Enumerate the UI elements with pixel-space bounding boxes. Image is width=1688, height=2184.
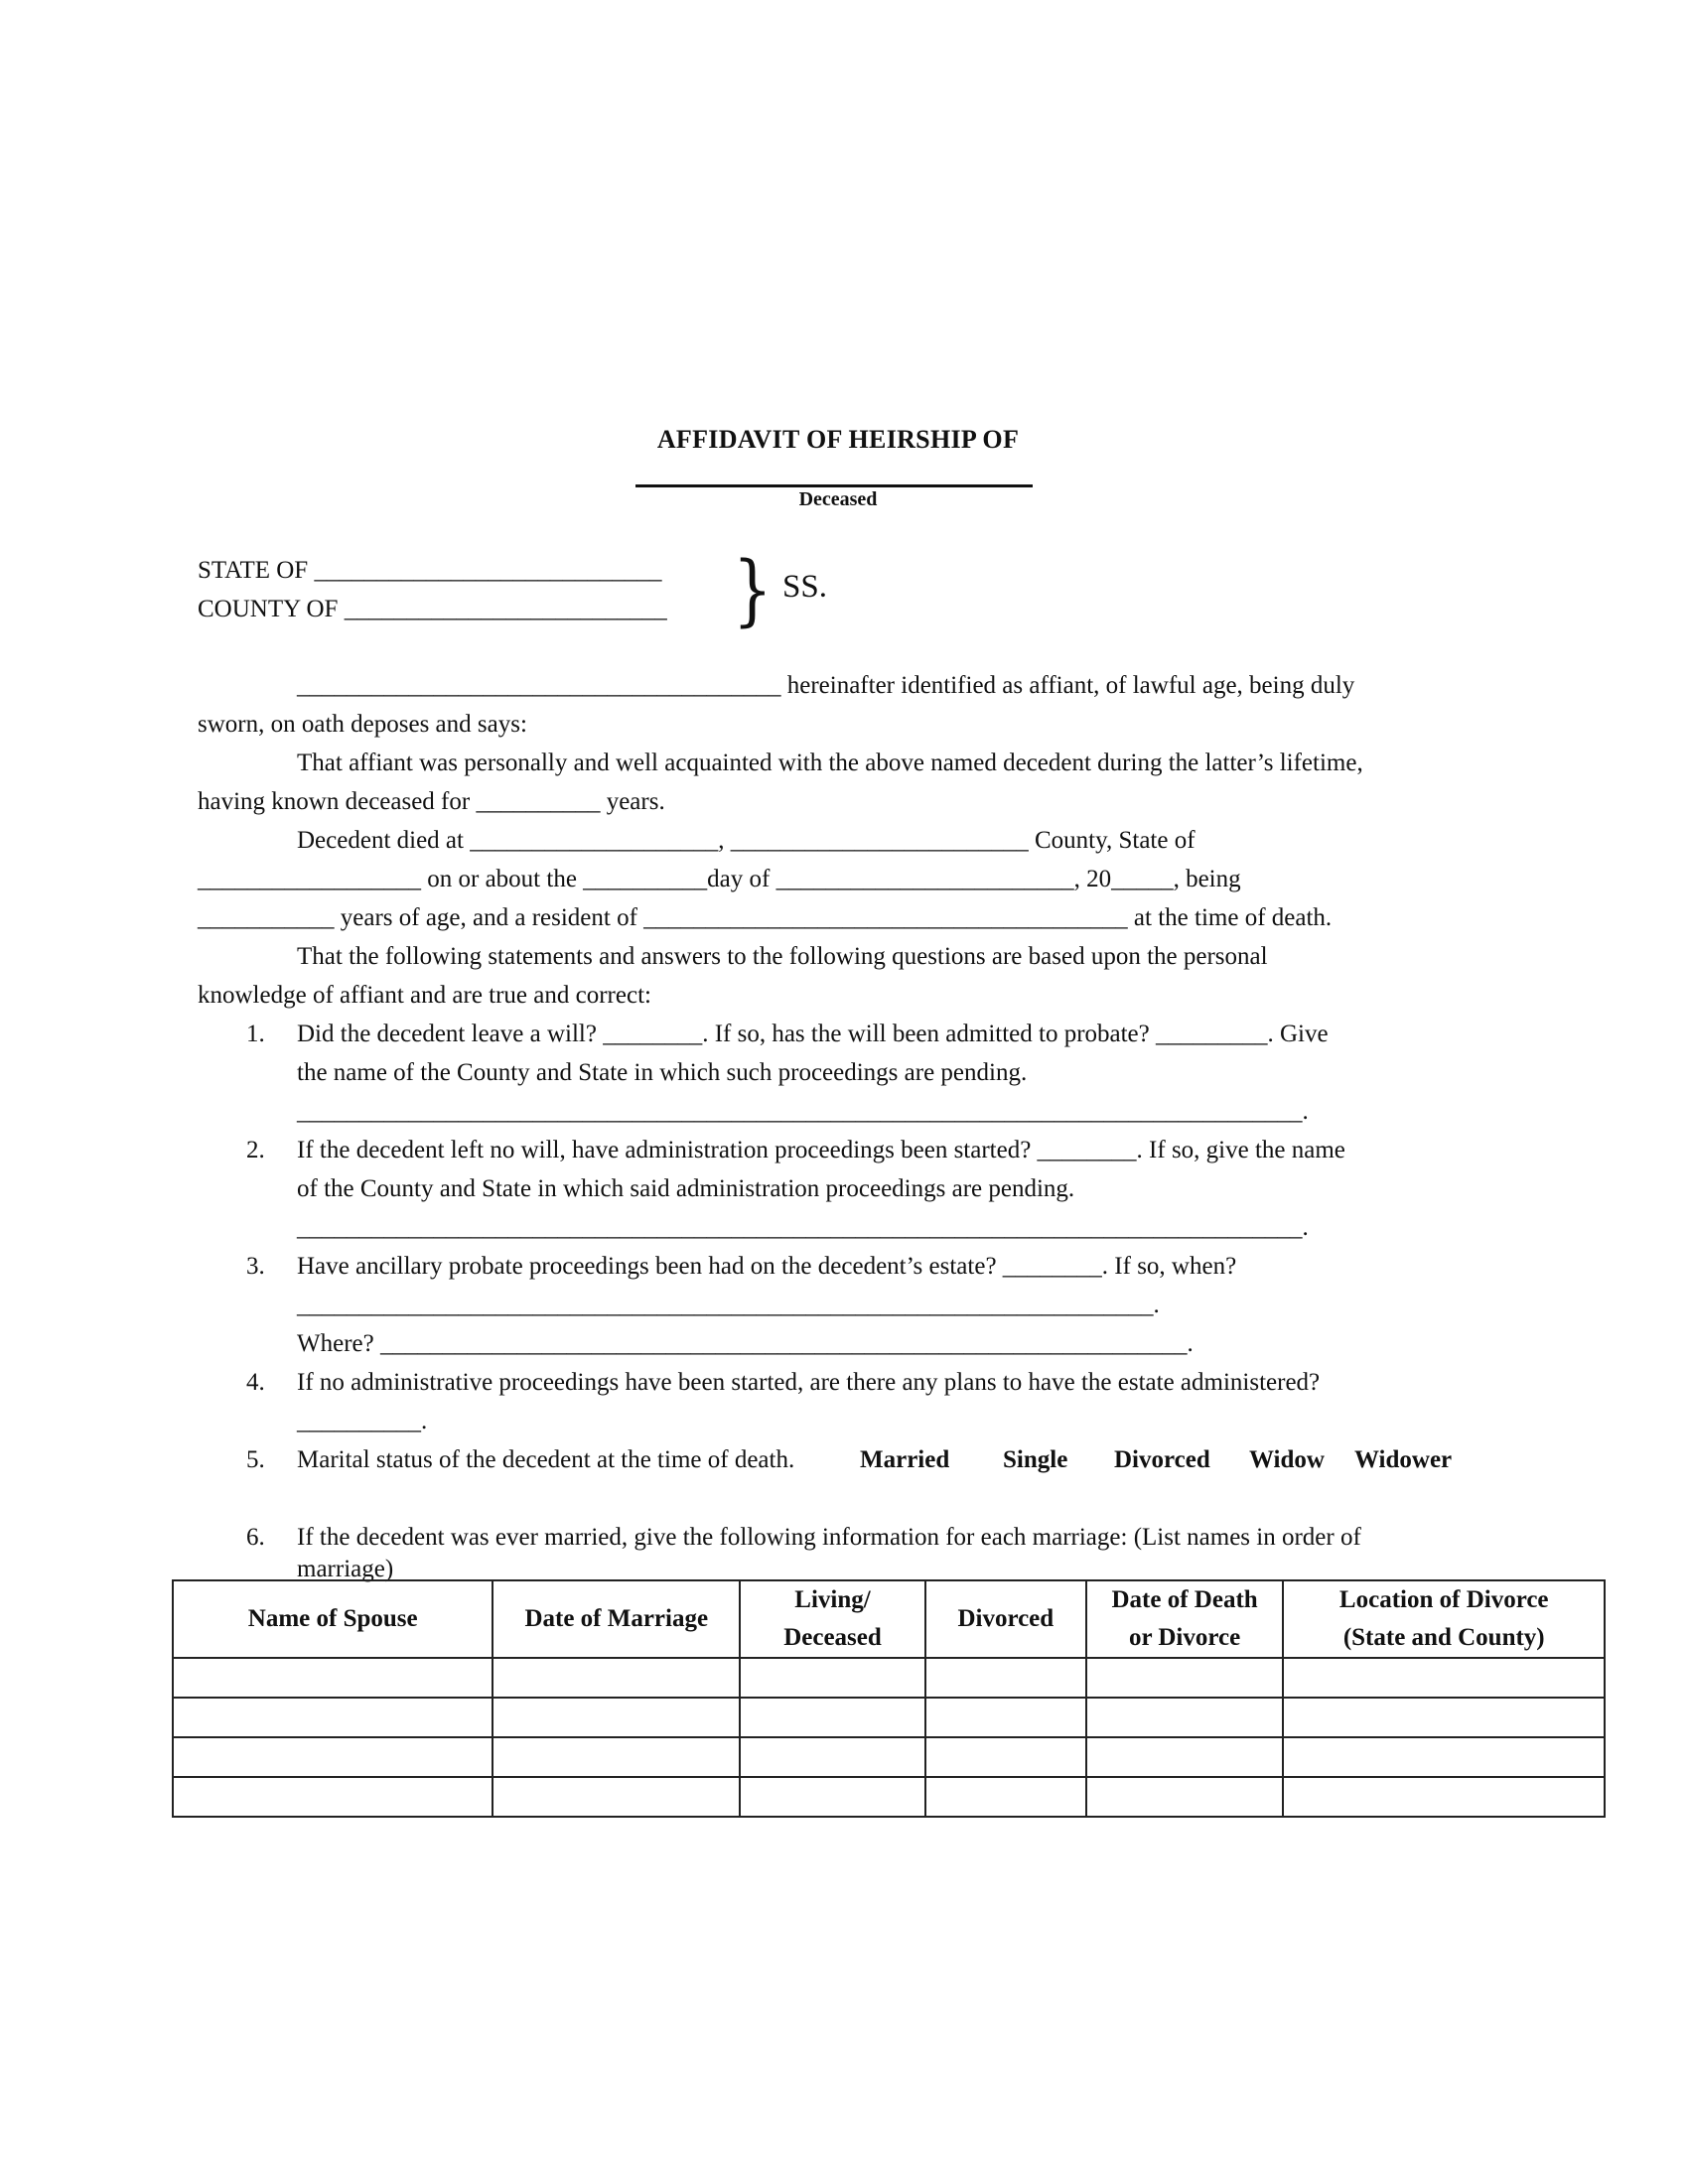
- q6-number: 6.: [246, 1524, 265, 1551]
- marriage-table-body: [173, 1658, 1605, 1817]
- q2-text[interactable]: If the decedent left no will, have administration proceedings been started? ________. If so, give the name: [297, 1137, 1345, 1163]
- table-cell[interactable]: [492, 1698, 740, 1737]
- state-of-line[interactable]: STATE OF ____________________________: [198, 557, 662, 584]
- table-cell[interactable]: [1283, 1777, 1605, 1817]
- table-cell[interactable]: [1283, 1658, 1605, 1698]
- decedent-name-line[interactable]: [635, 484, 1033, 487]
- q3-when-line[interactable]: _____________________________________________________________________.: [297, 1292, 1160, 1318]
- q1-answer-line[interactable]: _________________________________________________________________________________.: [297, 1098, 1309, 1125]
- table-cell[interactable]: [173, 1737, 492, 1777]
- table-cell[interactable]: [740, 1737, 925, 1777]
- marriage-table: [172, 1579, 1606, 1818]
- table-cell[interactable]: [740, 1658, 925, 1698]
- table-row: [173, 1777, 1605, 1817]
- q4-number: 4.: [246, 1369, 265, 1396]
- column-header-living-deceased: Living/ Deceased: [740, 1580, 925, 1658]
- q5-text: Marital status of the decedent at the time of death.: [297, 1446, 795, 1473]
- table-cell[interactable]: [925, 1777, 1086, 1817]
- q3-where-line[interactable]: Where? _________________________________________________________________.: [297, 1330, 1194, 1357]
- county-of-line[interactable]: COUNTY OF __________________________: [198, 596, 667, 622]
- table-cell[interactable]: [173, 1777, 492, 1817]
- table-row: [173, 1698, 1605, 1737]
- table-cell[interactable]: [492, 1777, 740, 1817]
- table-header-row: [173, 1580, 1605, 1658]
- q1-text-continuation: the name of the County and State in which such proceedings are pending.: [297, 1059, 1028, 1086]
- q1-text[interactable]: Did the decedent leave a will? ________. If so, has the will been admitted to probate? _________. Give: [297, 1021, 1329, 1047]
- table-cell[interactable]: [1086, 1777, 1284, 1817]
- statements-line-2: knowledge of affiant and are true and correct:: [198, 982, 651, 1009]
- intro-continuation: sworn, on oath deposes and says:: [198, 711, 527, 738]
- table-cell[interactable]: [925, 1737, 1086, 1777]
- table-cell[interactable]: [1283, 1698, 1605, 1737]
- table-cell[interactable]: [925, 1698, 1086, 1737]
- marital-option-divorced[interactable]: Divorced: [1114, 1446, 1210, 1473]
- q2-answer-line[interactable]: _________________________________________________________________________________.: [297, 1214, 1309, 1241]
- death-date-line[interactable]: __________________ on or about the __________day of ________________________, 20_____, being: [198, 866, 1241, 892]
- q1-number: 1.: [246, 1021, 265, 1047]
- table-cell[interactable]: [492, 1737, 740, 1777]
- column-header-divorced: Divorced: [925, 1580, 1086, 1658]
- marital-option-married[interactable]: Married: [860, 1446, 950, 1473]
- document-title: AFFIDAVIT OF HEIRSHIP OF: [656, 425, 1020, 454]
- q4-text: If no administrative proceedings have been started, are there any plans to have the estate administered?: [297, 1369, 1321, 1396]
- table-cell[interactable]: [492, 1658, 740, 1698]
- acquaintance-line-1: That affiant was personally and well acquainted with the above named decedent during the latter’s lifetime,: [297, 750, 1363, 776]
- q2-text-continuation: of the County and State in which said administration proceedings are pending.: [297, 1175, 1075, 1202]
- affiant-name-line[interactable]: _______________________________________ hereinafter identified as affiant, of lawful age, being duly: [297, 672, 1355, 699]
- q4-answer-line[interactable]: __________.: [297, 1408, 428, 1434]
- q3-number: 3.: [246, 1253, 265, 1280]
- marital-option-widow[interactable]: Widow: [1249, 1446, 1325, 1473]
- q6-text: If the decedent was ever married, give the following information for each marriage: (List names in order of: [297, 1524, 1361, 1551]
- q5-number: 5.: [246, 1446, 265, 1473]
- death-age-residence-line[interactable]: ___________ years of age, and a resident of _______________________________________ at the time of death.: [198, 904, 1333, 931]
- death-place-line[interactable]: Decedent died at ____________________, ________________________ County, State of: [297, 827, 1196, 854]
- column-header-name-of-spouse: Name of Spouse: [173, 1580, 492, 1658]
- venue-brace: }: [733, 546, 773, 635]
- q3-text[interactable]: Have ancillary probate proceedings been had on the decedent’s estate? ________. If so, when?: [297, 1253, 1237, 1280]
- column-header-date-of-marriage: Date of Marriage: [492, 1580, 740, 1658]
- table-cell[interactable]: [1283, 1737, 1605, 1777]
- q2-number: 2.: [246, 1137, 265, 1163]
- column-header-location-of-divorce: Location of Divorce (State and County): [1283, 1580, 1605, 1658]
- acquaintance-line-2[interactable]: having known deceased for __________ years.: [198, 788, 665, 815]
- statements-line-1: That the following statements and answers to the following questions are based upon the personal: [297, 943, 1268, 970]
- column-header-date-of-death-or-divorce: Date of Death or Divorce: [1086, 1580, 1284, 1658]
- marital-option-single[interactable]: Single: [1003, 1446, 1068, 1473]
- table-cell[interactable]: [925, 1658, 1086, 1698]
- deceased-label: Deceased: [798, 488, 878, 510]
- marital-option-widower[interactable]: Widower: [1354, 1446, 1453, 1473]
- table-cell[interactable]: [173, 1658, 492, 1698]
- table-cell[interactable]: [740, 1698, 925, 1737]
- table-cell[interactable]: [1086, 1737, 1284, 1777]
- table-row: [173, 1737, 1605, 1777]
- table-cell[interactable]: [173, 1698, 492, 1737]
- table-cell[interactable]: [1086, 1698, 1284, 1737]
- table-row: [173, 1658, 1605, 1698]
- q6-text-continuation: marriage): [297, 1556, 394, 1582]
- ss-label: SS.: [782, 569, 827, 605]
- table-cell[interactable]: [1086, 1658, 1284, 1698]
- table-cell[interactable]: [740, 1777, 925, 1817]
